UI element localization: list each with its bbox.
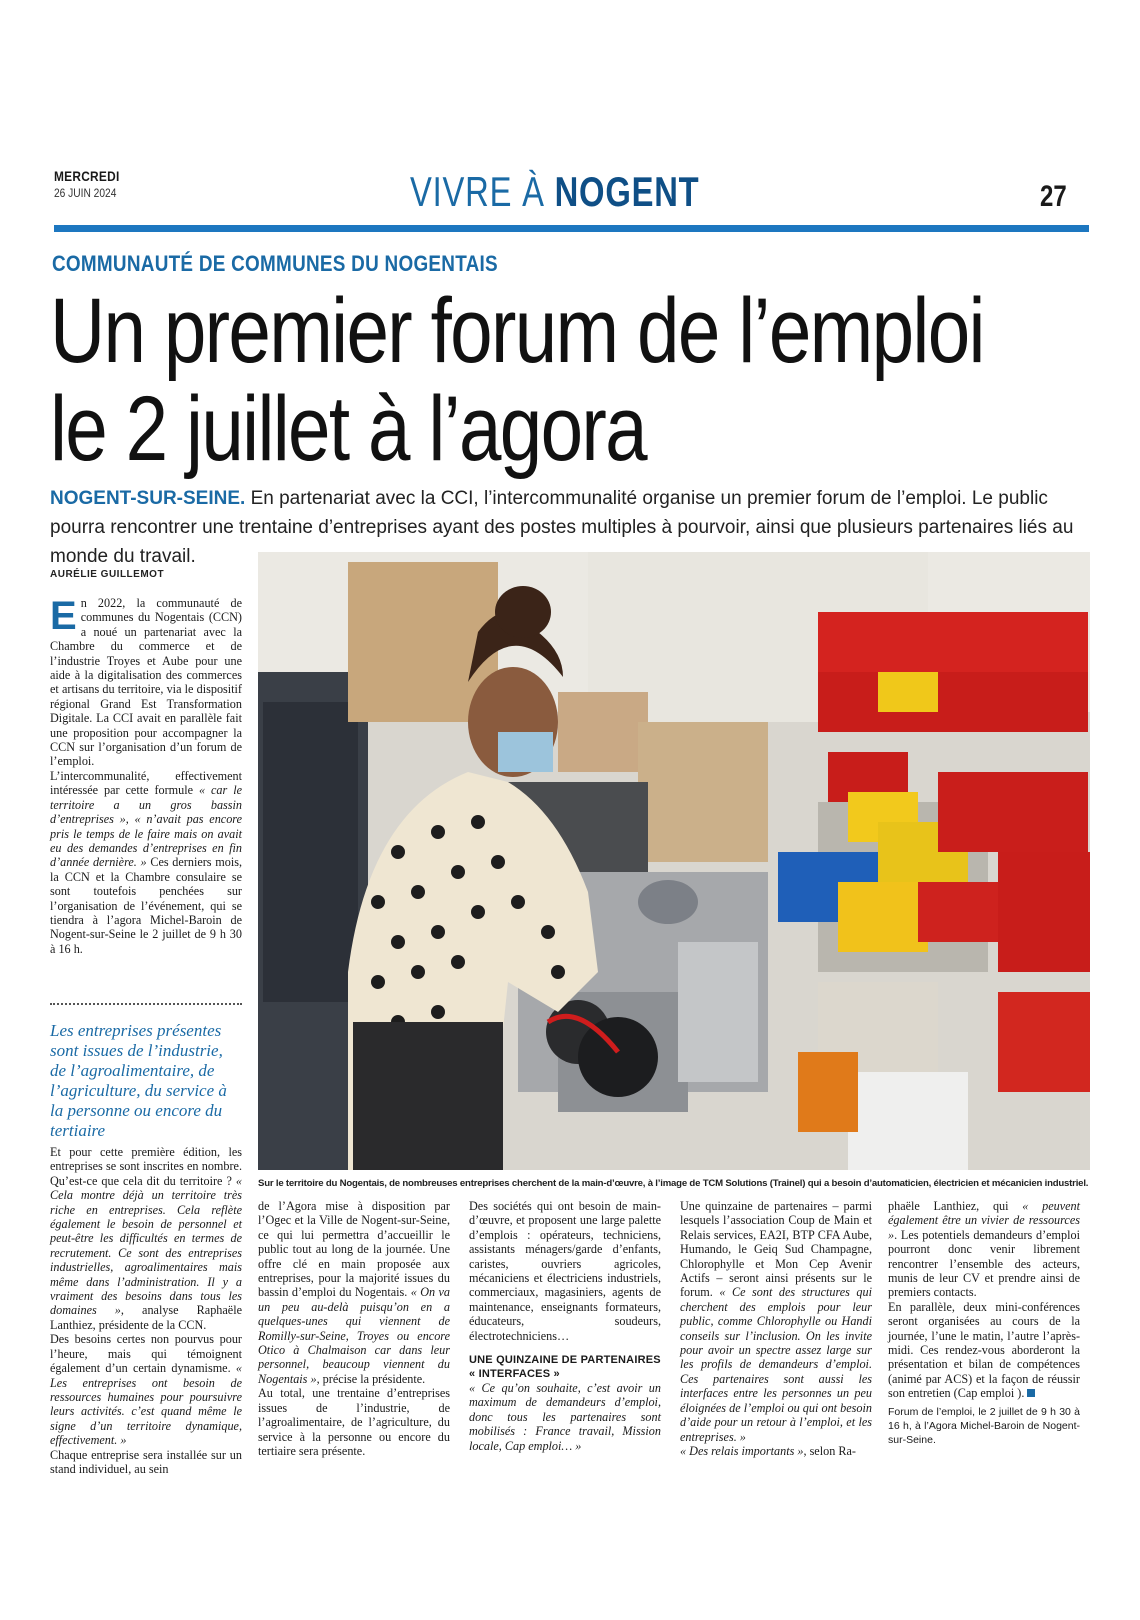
col1b-text-end: , analyse Raphaële Lanthiez, présidente de la CCN. [50,1303,243,1332]
page-number: 27 [1040,180,1067,213]
headline-line-2: le 2 juillet à l’agora [50,378,646,480]
column-5 [888,1199,1080,1447]
pull-quote: Les entreprises présentes sont issues de l’industrie, de l’agroalimentaire, de l’agriculture, du service à la personne ou encore du tertiaire [50,1021,227,1140]
column-1 [50,596,242,956]
photo-caption: Sur le territoire du Nogentais, de nombreuses entreprises cherchent de la main-d’œuvre, à l’image de TCM Solutions (Trainel) qui a besoin d’automaticien, électricien et mécanicien industriel. [258,1178,1089,1189]
section-title-light: VIVRE À [410,168,545,215]
col5-paragraph-2: En parallèle, deux mini-conférences seront organisées au cours de la journée, l’une le matin, l’autre l’après-midi. Ces rendez-vous aborderont la présentation et bilan de compétences (animé par ACS) et la façon de réussir son entretien (Cap emploi ). [888,1299,1080,1401]
section-title-bold: NOGENT [554,168,700,215]
col5-quote: « peuvent également être un vivier de ressources » [888,1199,1080,1242]
col1b-p3: Chaque entreprise sera installée sur un stand individuel, au sein [50,1447,242,1476]
col2-text: de l’Agora mise à disposition par l’Ogec et la Ville de Nogent-sur-Seine, ce qui lui permettra d’accueillir le public tout au long de la journée. Une offre clé en main proposée aux entreprises, pour la majorité issues du bassin d’emploi du Nogentais. [258,1199,450,1300]
col1-paragraph-2: L’intercommunalité, effectivement intéressée par cette formule [50,768,242,798]
header-rule [54,225,1089,232]
col4-text: Une quinzaine de partenaires – parmi lesquels l’association Coup de Main et Relais services, EA2I, BTP CFA Aube, Humando, le Geiq Sud Champagne, Chlorophylle et Mon Cep Avenir Actifs – seront ainsi présents sur le forum. [680,1199,872,1300]
col2-text-end: , précise la présidente. [316,1371,426,1386]
col1b-p2-text: Des besoins certes non pourvus pour l’heure, mais qui témoignent également d’un certain dynamisme. [50,1332,242,1376]
headline-line-1: Un premier forum de l’emploi [50,280,984,382]
headline [50,280,984,480]
edition-date: 26 JUIN 2024 [54,186,117,200]
lead-dateline: NOGENT-SUR-SEINE. [50,488,246,509]
article-photo [258,552,1090,1170]
col3-paragraph-1: Des sociétés qui ont besoin de main-d’œuvre, et proposent une large palette d’emplois : opérateurs, techniciens, assistants ménagers/garde d’enfants, caristes, ouvriers agricoles, mécaniciens et électriciens industriels, commerciaux, magasiniers, agents de maintenance, enseignants formateurs, éducateurs, soudeurs, électrotechniciens… [469,1199,661,1343]
column-1-continued [50,1145,242,1476]
col3-quote: « Ce qu’on souhaite, c’est avoir un maximum de demandeurs d’emploi, donc tous les partenaires sont mobilisés : France travail, Mission locale, Cap emploi… » [469,1381,661,1453]
col2-paragraph-2: Au total, une trentaine d’entreprises issues de l’industrie, de l’agroalimentaire, de l’agriculture, du service à la personne ou encore du tertiaire sera présente. [258,1386,450,1458]
col1-paragraph-2-end: Ces derniers mois, la CCN et la Chambre consulaire se sont toutefois penchées sur l’organisation de l’événement, qui se tiendra à l’agora Michel-Baroin de Nogent-sur-Seine le 2 juillet de 9 h 30 à 16 h. [50,855,242,956]
col1b-quote: « Cela montre déjà un territoire très riche en entreprises. Cela reflète également le besoin de personnel et peut-être les difficultés en termes de recrutement. Ce sont des entreprises industrielles, agroalimentaires mais même dans l’administration. Il y a vraiment des besoins dans tous les domaines » [50,1173,242,1318]
col4-quote-2: « Des relais importants » [680,1443,804,1458]
column-4 [680,1199,872,1458]
col5-text-end: . Les potentiels demandeurs d’emploi pourront donc venir librement rencontrer l’ensemble des acteurs, munis de leur CV et prendre ainsi de premiers contacts. [888,1227,1080,1300]
section-title [410,168,699,216]
subhead-line-1: UNE QUINZAINE DE PARTENAIRES [469,1354,661,1367]
col2-quote: « On va un peu au-delà puisqu’on en a quelques-unes qui viennent de Romilly-sur-Seine, Troyes ou encore Otico à Chalmaison car dans leur personnel, beaucoup viennent du Nogentais » [258,1285,451,1386]
end-mark-icon [1027,1389,1035,1397]
column-2 [258,1199,450,1458]
col1-paragraph-1: n 2022, la communauté de communes du Nogentais (CCN) a noué un partenariat avec la Chambre du commerce et de l’industrie Troyes et Aube pour une aide à la digitalisation des commerces et artisans du territoire, via le dispositif régional Grand Est Transformation Digitale. La CCI avait en parallèle fait une proposition pour accompagner la CCN sur l’organisation d’un forum de l’emploi. [50,596,242,769]
drop-cap: E [50,594,77,638]
col1b-text: Et pour cette première édition, les entreprises se sont inscrites en nombre. Qu’est-ce que cela dit du territoire ? [50,1145,242,1188]
column-3 [469,1199,661,1453]
col5-text: phaële Lanthiez, qui [888,1199,1023,1213]
col4-text-end: , selon Ra- [803,1443,856,1458]
edition-day: MERCREDI [54,168,120,184]
practical-info: Forum de l’emploi, le 2 juillet de 9 h 30 à 16 h, à l’Agora Michel-Baroin de Nogent-sur-Seine. [888,1405,1080,1446]
dotted-divider [50,1003,242,1005]
subhead-line-2: « INTERFACES » [469,1368,560,1381]
byline: AURÉLIE GUILLEMOT [50,569,165,580]
col1b-p2-quote: « Les entreprises ont besoin de ressources humaines pour poursuivre leurs activités. c’est quand même le signe d’un territoire dynamique, effectivement. » [50,1361,242,1448]
col4-quote: « Ce sont des structures qui cherchent des emplois pour leur public, comme Chlorophylle ou Handi conseils sur l’inclusion. On les invite pour avoir un spectre assez large sur les profils de demandeurs d’emploi. Ces partenaires sont aussi les interfaces entre les personnes un peu éloignées de l’emploi ou qui ont besoin d’aide pour un retour à l’emploi, et les entreprises. » [680,1285,872,1444]
kicker: COMMUNAUTÉ DE COMMUNES DU NOGENTAIS [52,251,498,276]
workshop-photo-illustration [258,552,1090,1170]
col1-quote: « car le territoire a un gros bassin d’entreprises », « n’avait pas encore pris le temps de le faire mais on avait eu des demandes d’entreprises en fin d’année dernière. » [50,783,242,870]
lead-text: En partenariat avec la CCI, l’intercommunalité organise un premier forum de l’emploi. Le public pourra rencontrer une trentaine d’entreprises ayant des postes multiples à pourvoir, ainsi que plusieurs partenaires liés au monde du travail. [50,488,1074,567]
subhead [469,1353,661,1381]
